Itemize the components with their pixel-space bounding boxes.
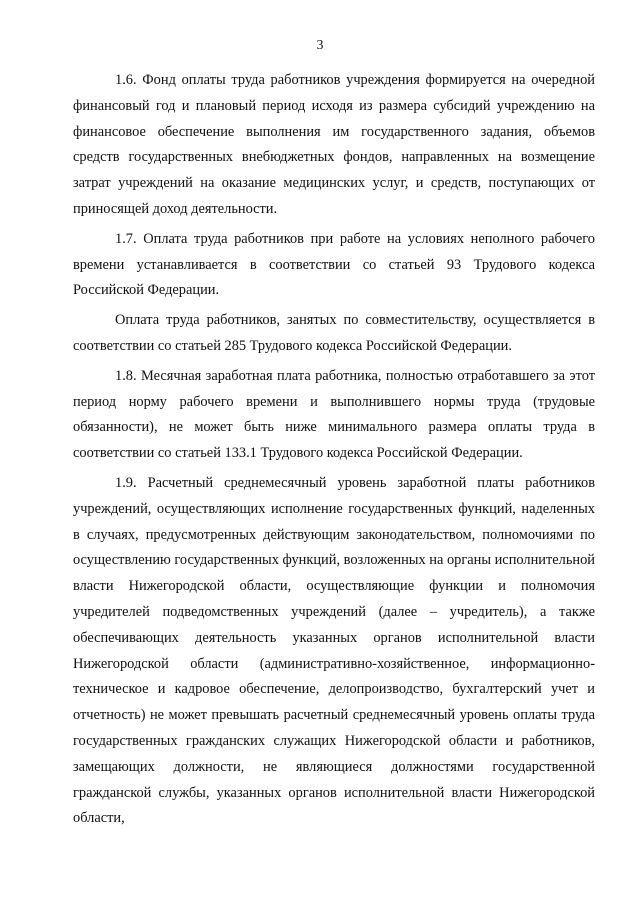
paragraph-1-9: 1.9. Расчетный среднемесячный уровень заработной платы работников учреждений, осуществляющих исполнение государственных функций, наделенных в случаях, предусмотренных действующим законодательством, полномочиями по осуществлению государственных функций, возложенных на органы исполнительной власти Нижегородской области, осуществляющие функции и полномочия учредителей подведомственных учреждений (далее – учредитель), а также обеспечивающих деятельность указанных органов исполнительной власти Нижегородской области (административно-хозяйственное, информационно-техническое и кадровое обеспечение, делопроизводство, бухгалтерский учет и отчетность) не может превышать расчетный среднемесячный уровень оплаты труда государственных гражданских служащих Нижегородской области и работников, замещающих должности, не являющиеся должностями государственной гражданской службы, указанных органов исполнительной власти Нижегородской области, — [73, 474, 595, 827]
paragraph-1-8: 1.8. Месячная заработная плата работника, полностью отработавшего за этот период норму рабочего времени и выполнившего нормы труда (трудовые обязанности), не может быть ниже минимального размера оплаты труда в соответствии со статьей 133.1 Трудового кодекса Российской Федерации. — [73, 367, 595, 462]
paragraph-part-time: Оплата труда работников, занятых по совместительству, осуществляется в соответствии со статьей 285 Трудового кодекса Российской Федерации. — [73, 312, 595, 354]
page-number: 3 — [316, 38, 324, 53]
document-body — [73, 68, 595, 836]
paragraph-1-7: 1.7. Оплата труда работников при работе на условиях неполного рабочего времени устанавливается в соответствии со статьей 93 Трудового кодекса Российской Федерации. — [73, 230, 595, 299]
paragraph-1-6: 1.6. Фонд оплаты труда работников учреждения формируется на очередной финансовый год и плановый период исходя из размера субсидий учреждению на финансовое обеспечение выполнения им государственного задания, объемов средств государственных внебюджетных фондов, направленных на возмещение затрат учреждений на оказание медицинских услуг, и средств, поступающих от приносящей доход деятельности. — [73, 72, 595, 217]
